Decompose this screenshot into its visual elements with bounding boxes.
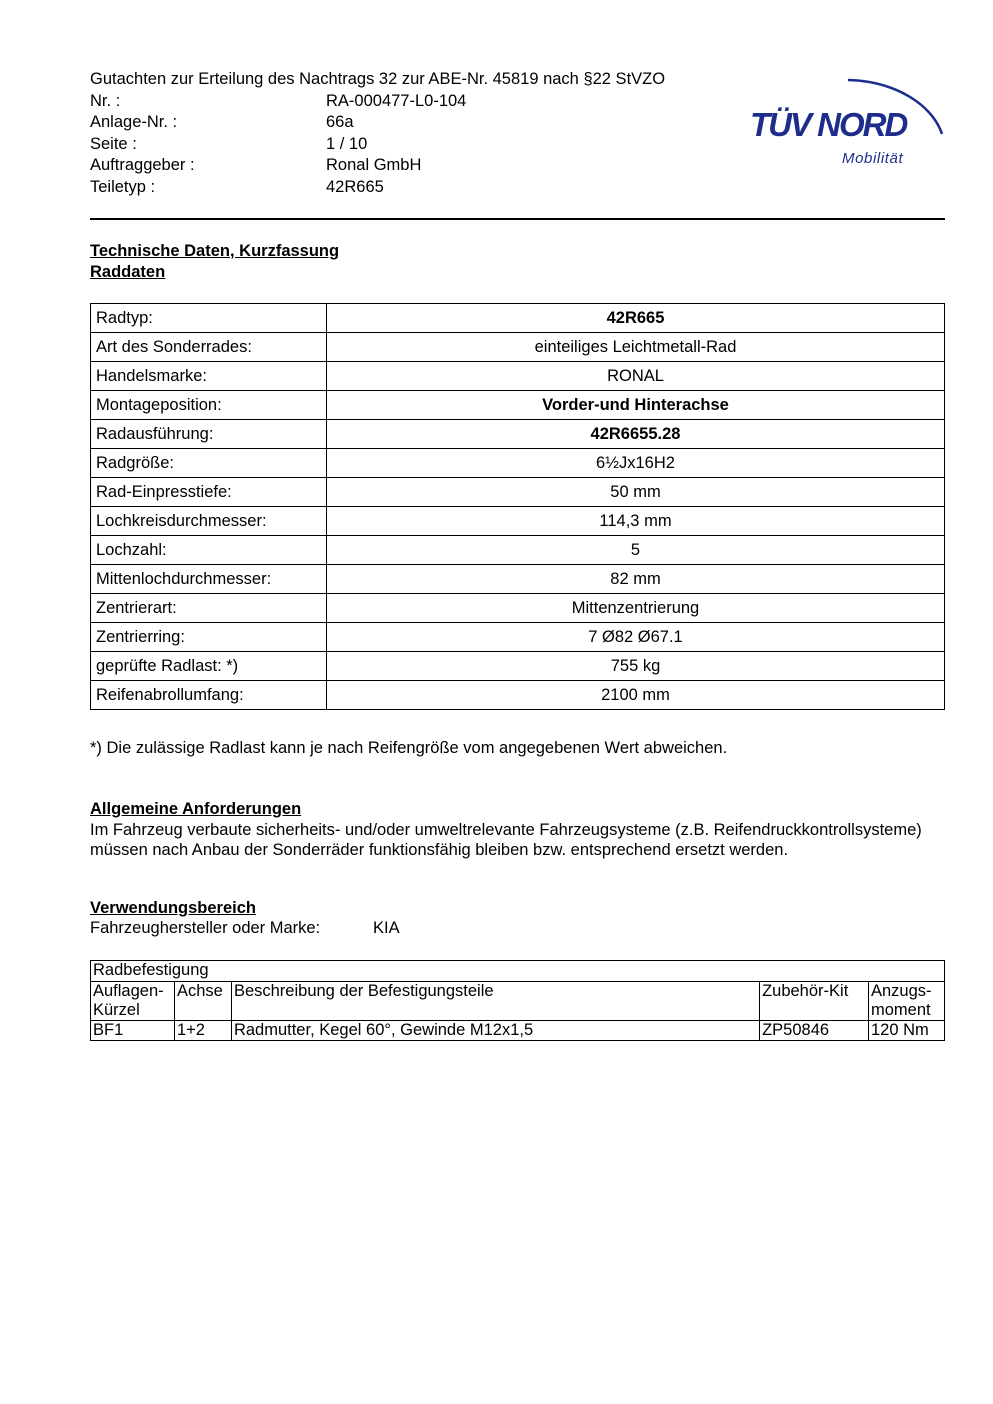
- usage-value: KIA: [373, 919, 400, 937]
- wheel-data-label: Mittenlochdurchmesser:: [91, 565, 327, 594]
- meta-value: 1 / 10: [326, 134, 368, 153]
- wheel-data-table: [90, 303, 945, 710]
- wheel-data-row: [91, 652, 945, 681]
- header-divider: [90, 218, 945, 220]
- mount-cell: ZP50846: [760, 1021, 869, 1041]
- mount-data-row: [91, 1021, 945, 1041]
- meta-label: Nr. :: [90, 91, 121, 110]
- wheel-data-row: [91, 449, 945, 478]
- wheel-data-value: Vorder-und Hinterachse: [327, 391, 945, 420]
- mount-cell: BF1: [91, 1021, 175, 1041]
- meta-label: Anlage-Nr. :: [90, 113, 178, 131]
- mount-cell: 1+2: [174, 1021, 231, 1041]
- mount-header-cell: Anzugs-moment: [868, 982, 944, 1021]
- mount-cell: 120 Nm: [868, 1021, 944, 1041]
- wheel-data-row: [91, 362, 945, 391]
- mount-cell: Radmutter, Kegel 60°, Gewinde M12x1,5: [231, 1021, 759, 1041]
- meta-row-nr: [90, 91, 730, 113]
- wheel-data-label: Handelsmarke:: [91, 362, 327, 391]
- mount-table: [90, 960, 945, 1041]
- wheel-data-value: einteiliges Leichtmetall-Rad: [327, 333, 945, 362]
- wheel-data-row: [91, 594, 945, 623]
- wheel-data-value: 82 mm: [327, 565, 945, 594]
- logo-brand: TÜV NORD: [750, 106, 907, 143]
- meta-value: 42R665: [326, 177, 384, 196]
- wheel-data-value: 42R665: [327, 304, 945, 333]
- wheel-data-label: Lochkreisdurchmesser:: [91, 507, 327, 536]
- meta-row-teiletyp: [90, 177, 730, 199]
- footnote: *) Die zulässige Radlast kann je nach Reifengröße vom angegebenen Wert abweichen.: [90, 739, 728, 757]
- wheel-data-label: Lochzahl:: [91, 536, 327, 565]
- mount-header-cell: Auflagen-Kürzel: [91, 982, 175, 1021]
- wheel-data-row: [91, 681, 945, 710]
- wheel-data-label: Zentrierart:: [91, 594, 327, 623]
- mount-caption: Radbefestigung: [91, 961, 945, 982]
- wheel-data-value: 7 Ø82 Ø67.1: [327, 623, 945, 652]
- wheel-data-value: Mittenzentrierung: [327, 594, 945, 623]
- wheel-data-row: [91, 478, 945, 507]
- wheel-data-label: Reifenabrollumfang:: [91, 681, 327, 710]
- mount-header-cell: Beschreibung der Befestigungsteile: [231, 982, 759, 1021]
- meta-label: Teiletyp :: [90, 177, 156, 196]
- meta-value: 66a: [326, 113, 354, 131]
- mount-header-cell: Achse: [174, 982, 231, 1021]
- meta-row-seite: [90, 134, 730, 156]
- usage-row: [90, 918, 400, 939]
- wheel-data-row: [91, 565, 945, 594]
- wheel-data-label: Rad-Einpresstiefe:: [91, 478, 327, 507]
- wheel-data-label: Radtyp:: [91, 304, 327, 333]
- meta-row-anlage: [90, 112, 730, 134]
- wheel-data-label: Radausführung:: [91, 420, 327, 449]
- wheel-data-value: 50 mm: [327, 478, 945, 507]
- wheel-data-row: [91, 304, 945, 333]
- meta-row-auftraggeber: [90, 155, 730, 177]
- mount-header-cell: Zubehör-Kit: [760, 982, 869, 1021]
- wheel-data-value: 5: [327, 536, 945, 565]
- wheel-data-row: [91, 507, 945, 536]
- usage-label: Fahrzeughersteller oder Marke:: [90, 919, 321, 937]
- wheel-data-row: [91, 536, 945, 565]
- wheel-data-label: Montageposition:: [91, 391, 327, 420]
- mount-header-row: [91, 982, 945, 1021]
- section-heading-general: Allgemeine Anforderungen: [90, 800, 302, 818]
- section-heading-raddaten: Raddaten: [90, 263, 166, 281]
- wheel-data-value: 755 kg: [327, 652, 945, 681]
- meta-value: RA-000477-L0-104: [326, 91, 467, 110]
- logo-sub: Mobilität: [842, 150, 904, 167]
- mount-caption-row: [91, 961, 945, 982]
- document-title: Gutachten zur Erteilung des Nachtrags 32 zur ABE-Nr. 45819 nach §22 StVZO: [90, 70, 666, 88]
- meta-label: Seite :: [90, 134, 137, 153]
- meta-label: Auftraggeber :: [90, 156, 195, 174]
- wheel-data-label: geprüfte Radlast: *): [91, 652, 327, 681]
- wheel-data-label: Radgröße:: [91, 449, 327, 478]
- wheel-data-value: 2100 mm: [327, 681, 945, 710]
- wheel-data-row: [91, 333, 945, 362]
- wheel-data-value: RONAL: [327, 362, 945, 391]
- wheel-data-row: [91, 420, 945, 449]
- wheel-data-label: Zentrierring:: [91, 623, 327, 652]
- general-requirements-text: Im Fahrzeug verbaute sicherheits- und/oder umweltrelevante Fahrzeugsysteme (z.B. Reifendruckkontrollsysteme) müssen nach Anbau der Sonderräder funktionsfähig bleiben bzw. entsprechend ersetzt werden.: [90, 821, 922, 859]
- section-heading-usage: Verwendungsbereich: [90, 899, 256, 917]
- wheel-data-label: Art des Sonderrades:: [91, 333, 327, 362]
- tuev-nord-logo: [748, 46, 948, 176]
- wheel-data-row: [91, 391, 945, 420]
- wheel-data-value: 6½Jx16H2: [327, 449, 945, 478]
- meta-value: Ronal GmbH: [326, 156, 422, 174]
- section-heading-tech: Technische Daten, Kurzfassung: [90, 242, 340, 260]
- document-header: [90, 69, 730, 198]
- wheel-data-value: 42R6655.28: [327, 420, 945, 449]
- wheel-data-value: 114,3 mm: [327, 507, 945, 536]
- wheel-data-row: [91, 623, 945, 652]
